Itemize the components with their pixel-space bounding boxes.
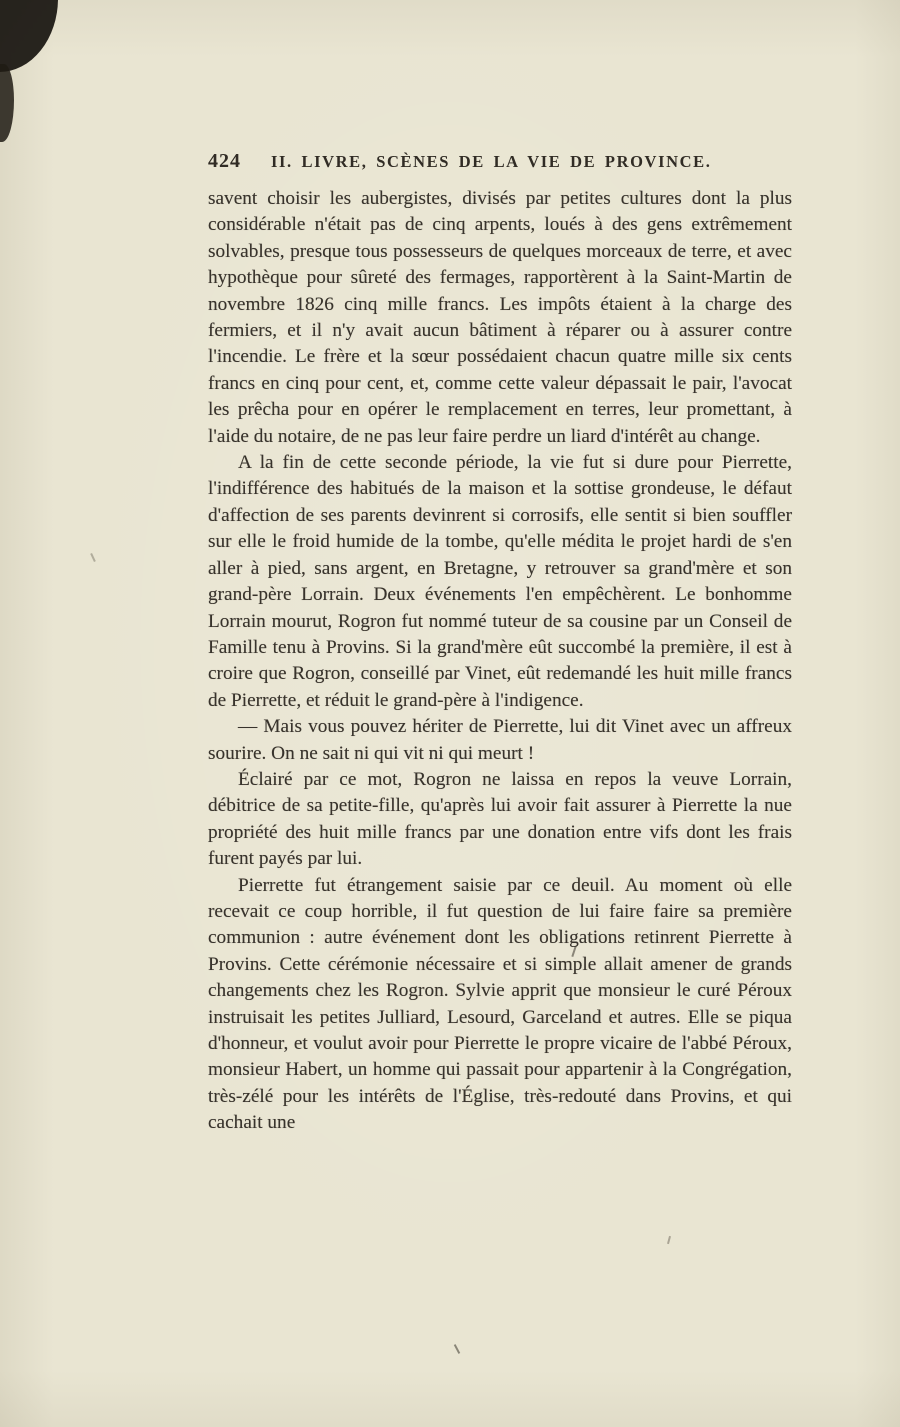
paragraph: savent choisir les aubergistes, divisés par petites cultures dont la plus considérable n'était pas de cinq arpents, loués à des gens extrêmement solvables, presque tous possesseurs de quelques morceaux de terre, et avec hypothèque pour sûreté des fermages, rapportèrent à la Saint-Martin de novembre 1826 cinq mille francs. Les impôts étaient à la charge des fermiers, et il n'y avait aucun bâtiment à réparer ou à assurer contre l'incendie. Le frère et la sœur possédaient chacun quatre mille six cents francs en cinq pour cent, et, comme cette valeur dépassait le pair, l'avocat les prêcha pour en opérer le remplacement en terres, leur promettant, à l'aide du notaire, de ne pas leur faire perdre un liard d'intérêt au change. xyxy=(208,188,792,447)
body-text xyxy=(208,186,792,1137)
scan-blot-corner xyxy=(0,0,58,72)
paragraph: Éclairé par ce mot, Rogron ne laissa en repos la veuve Lorrain, débitrice de sa petite-fille, qu'après lui avoir fait assurer à Pierrette la nue propriété des huit mille francs par une donation entre vifs dont les frais furent payés par lui. xyxy=(208,768,792,870)
scan-speck xyxy=(667,1236,671,1244)
page-number: 424 xyxy=(208,150,241,172)
scan-speck xyxy=(454,1344,460,1354)
paragraph: A la fin de cette seconde période, la vie fut si dure pour Pierrette, l'indifférence des habitués de la maison et la sottise grondeuse, le défaut d'affection de ses parents devinrent si corrosifs, elle sentit si bien souffler sur elle le froid humide de la tombe, qu'elle médita le projet hardi de s'en aller à pied, sans argent, en Bretagne, y retrouver sa grand'mère et son grand-père Lorrain. Deux événements l'en empêchèrent. Le bonhomme Lorrain mourut, Rogron fut nommé tuteur de sa cousine par un Conseil de Famille tenu à Provins. Si la grand'mère eût succombé la première, il est à croire que Rogron, conseillé par Vinet, eût redemandé les huit mille francs de Pierrette, et réduit le grand-père à l'indigence. xyxy=(208,452,792,711)
paragraph: Pierrette fut étrangement saisie par ce deuil. Au moment où elle recevait ce coup horrible, il fut question de lui faire faire sa première communion : autre événement dont les obligations retinrent Pierrette à Provins. Cette cérémonie nécessaire et si simple allait amener de grands changements chez les Rogron. Sylvie apprit que monsieur le curé Péroux instruisait les petites Julliard, Lesourd, Garceland et autres. Elle se piqua d'honneur, et voulut avoir pour Pierrette le propre vicaire de l'abbé Péroux, monsieur Habert, un homme qui passait pour appartenir à la Congrégation, très-zélé pour les intérêts de l'Église, très-redouté dans Provins, et qui cachait une xyxy=(208,874,792,1134)
running-title: II. LIVRE, SCÈNES DE LA VIE DE PROVINCE. xyxy=(271,152,712,171)
scan-blot-left-edge xyxy=(0,64,14,142)
paragraph: — Mais vous pouvez hériter de Pierrette, lui dit Vinet avec un affreux sourire. On ne sait ni qui vit ni qui meurt ! xyxy=(208,716,792,764)
scan-speck xyxy=(90,553,96,562)
page-header xyxy=(208,150,792,173)
